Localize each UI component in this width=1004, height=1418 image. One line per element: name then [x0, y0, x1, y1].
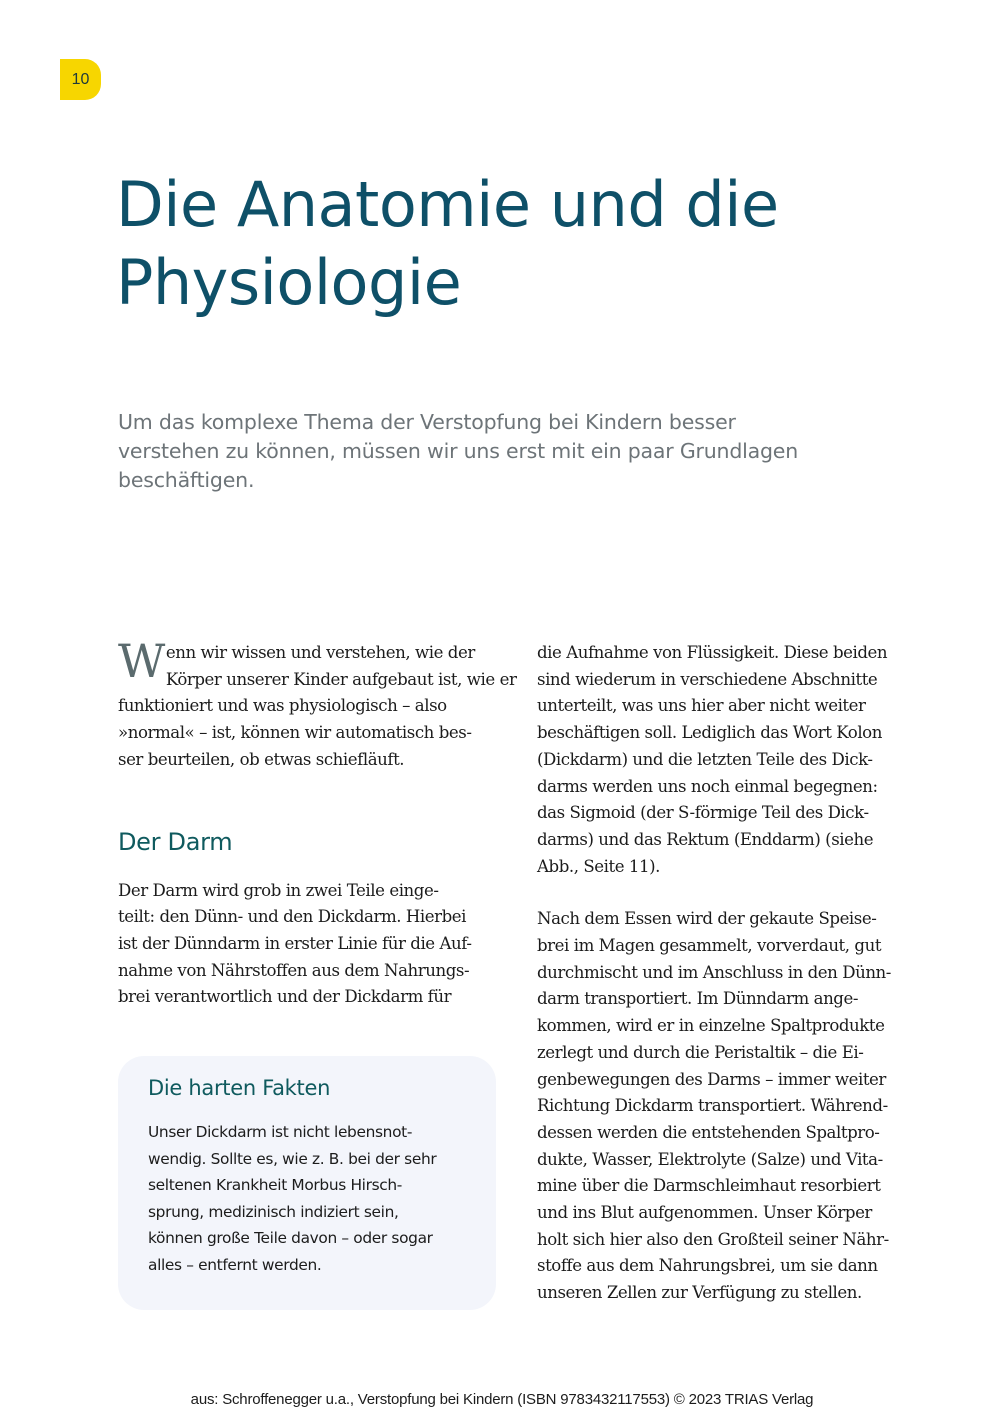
body-line: kommen, wird er in einzelne Spaltprodukte: [537, 1016, 885, 1036]
intro-line: ser beurteilen, ob etwas schiefläuft.: [118, 749, 405, 769]
body-line: Richtung Dickdarm transportiert. Während-: [537, 1096, 888, 1116]
body-line: nahme von Nährstoffen aus dem Nahrungs-: [118, 960, 470, 980]
copyright-footer: aus: Schroffenegger u.a., Verstopfung bei Kindern (ISBN 9783432117553) © 2023 TRIAS Verlag: [190, 1391, 814, 1408]
lead-paragraph: [118, 408, 898, 495]
body-line: beschäftigen soll. Lediglich das Wort Kolon: [537, 723, 882, 743]
page-number-badge: [60, 59, 101, 100]
chapter-title-line-2: Physiologie: [116, 246, 462, 319]
body-line: stoffe aus dem Nahrungsbrei, um sie dann: [537, 1256, 878, 1276]
body-line: brei im Magen gesammelt, vorverdaut, gut: [537, 936, 882, 956]
facts-line: wendig. Sollte es, wie z. B. bei der sehr: [148, 1149, 437, 1168]
facts-line: Unser Dickdarm ist nicht lebensnot-: [148, 1123, 413, 1141]
body-line: unseren Zellen zur Verfügung zu stellen.: [537, 1283, 862, 1303]
section-heading: Der Darm: [118, 827, 233, 856]
body-line: darm transportiert. Im Dünndarm ange-: [537, 989, 859, 1009]
chapter-title: [116, 166, 916, 322]
page-number: 10: [71, 70, 90, 88]
body-line: das Sigmoid (der S-förmige Teil des Dick-: [537, 803, 869, 823]
body-line: (Dickdarm) und die letzten Teile des Dick-: [537, 749, 873, 769]
body-line: genbewegungen des Darms – immer weiter: [537, 1069, 886, 1089]
intro-line: enn wir wissen und verstehen, wie der: [165, 643, 475, 662]
lead-line-2: verstehen zu können, müssen wir uns erst mit ein paar Grundlagen: [118, 439, 799, 463]
body-line: brei verantwortlich und der Dickdarm für: [118, 987, 452, 1007]
body-line: unterteilt, was uns hier aber nicht weiter: [537, 696, 866, 716]
body-line: ist der Dünndarm in erster Linie für die Auf-: [118, 933, 472, 953]
chapter-title-line-1: Die Anatomie und die: [116, 168, 779, 241]
intro-line: Körper unserer Kinder aufgebaut ist, wie er: [165, 669, 517, 689]
body-line: Der Darm wird grob in zwei Teile einge-: [118, 880, 439, 900]
intro-line: funktioniert und was physiologisch – also: [118, 696, 447, 716]
section-paragraph-1-continued: [537, 640, 937, 880]
body-line: die Aufnahme von Flüssigkeit. Diese beiden: [537, 643, 888, 662]
body-line: und ins Blut aufgenommen. Unser Körper: [537, 1203, 872, 1223]
facts-line: sprung, medizinisch indiziert sein,: [148, 1202, 399, 1221]
body-line: darms werden uns noch einmal begegnen:: [537, 776, 878, 796]
facts-line: können große Teile davon – oder sogar: [148, 1229, 433, 1248]
body-line: darms) und das Rektum (Enddarm) (siehe: [537, 829, 874, 849]
section-paragraph-1-start: [118, 878, 518, 1012]
body-line: Nach dem Essen wird der gekaute Speise-: [537, 909, 877, 929]
body-line: durchmischt und im Anschluss in den Dünn-: [537, 962, 891, 982]
facts-box-text: [148, 1119, 488, 1279]
body-line: dukte, Wasser, Elektrolyte (Salze) und Vita-: [537, 1149, 883, 1169]
lead-line-1: Um das komplexe Thema der Verstopfung bei Kindern besser: [118, 410, 736, 434]
body-line: sind wiederum in verschiedene Abschnitte: [537, 669, 878, 689]
section-paragraph-2: [537, 906, 937, 1307]
intro-paragraph: [118, 634, 518, 774]
facts-box: [118, 1056, 496, 1310]
body-line: mine über die Darmschleimhaut resorbiert: [537, 1176, 881, 1196]
intro-line: »normal« – ist, können wir automatisch bes-: [118, 723, 472, 743]
body-line: holt sich hier also den Großteil seiner Nähr-: [537, 1229, 889, 1249]
body-line: zerlegt und durch die Peristaltik – die Ei-: [537, 1042, 864, 1062]
facts-line: seltenen Krankheit Morbus Hirsch-: [148, 1176, 402, 1195]
facts-line: alles – entfernt werden.: [148, 1255, 322, 1274]
left-column: [118, 634, 518, 1011]
body-line: Abb., Seite 11).: [537, 856, 660, 876]
drop-cap: W: [118, 634, 165, 688]
body-line: dessen werden die entstehenden Spaltpro-: [537, 1122, 880, 1142]
facts-box-title: Die harten Fakten: [148, 1076, 331, 1100]
lead-line-3: beschäftigen.: [118, 468, 255, 492]
body-line: teilt: den Dünn- und den Dickdarm. Hierbei: [118, 907, 467, 927]
right-column: [537, 640, 937, 1307]
